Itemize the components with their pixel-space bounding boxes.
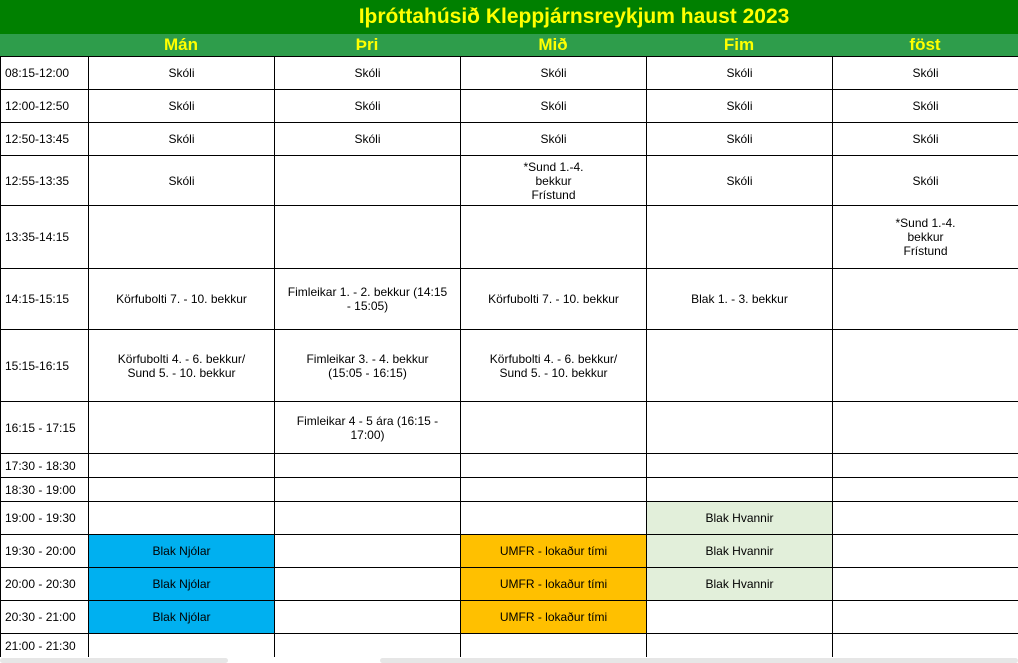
scrollbar-track-segment[interactable] xyxy=(380,658,1018,663)
time-slot-label: 12:00-12:50 xyxy=(1,90,89,123)
schedule-cell-fri xyxy=(833,454,1018,478)
schedule-cell-tue: Fimleikar 3. - 4. bekkur (15:05 - 16:15) xyxy=(275,330,461,402)
schedule-row xyxy=(1,535,1018,568)
schedule-row xyxy=(1,57,1018,90)
schedule-cell-wed: *Sund 1.-4. bekkur Frístund xyxy=(461,156,647,206)
schedule-table xyxy=(0,56,1018,659)
schedule-cell-thu: Blak 1. - 3. bekkur xyxy=(647,269,833,330)
schedule-cell-thu xyxy=(647,206,833,269)
schedule-cell-fri: Skóli xyxy=(833,156,1018,206)
time-slot-label: 13:35-14:15 xyxy=(1,206,89,269)
schedule-cell-mon: Blak Njólar xyxy=(89,568,275,601)
schedule-cell-thu xyxy=(647,478,833,502)
schedule-cell-thu: Skóli xyxy=(647,123,833,156)
schedule-row xyxy=(1,568,1018,601)
schedule-cell-mon: Skóli xyxy=(89,57,275,90)
time-slot-label: 19:00 - 19:30 xyxy=(1,502,89,535)
schedule-cell-mon xyxy=(89,634,275,659)
schedule-cell-mon: Körfubolti 4. - 6. bekkur/ Sund 5. - 10. bekkur xyxy=(89,330,275,402)
schedule-cell-tue xyxy=(275,601,461,634)
schedule-row xyxy=(1,206,1018,269)
schedule-cell-fri: Skóli xyxy=(833,90,1018,123)
day-header-fri: föst xyxy=(909,35,941,54)
schedule-cell-wed: UMFR - lokaður tími xyxy=(461,601,647,634)
schedule-row xyxy=(1,330,1018,402)
schedule-cell-thu: Skóli xyxy=(647,57,833,90)
schedule-cell-mon xyxy=(89,454,275,478)
time-slot-label: 17:30 - 18:30 xyxy=(1,454,89,478)
schedule-cell-tue xyxy=(275,478,461,502)
schedule-cell-tue: Skóli xyxy=(275,90,461,123)
time-slot-label: 21:00 - 21:30 xyxy=(1,634,89,659)
schedule-cell-wed: Körfubolti 7. - 10. bekkur xyxy=(461,269,647,330)
schedule-cell-mon: Blak Njólar xyxy=(89,601,275,634)
schedule-row xyxy=(1,478,1018,502)
schedule-cell-tue: Fimleikar 4 - 5 ára (16:15 - 17:00) xyxy=(275,402,461,454)
schedule-cell-thu xyxy=(647,634,833,659)
schedule-cell-wed: UMFR - lokaður tími xyxy=(461,535,647,568)
schedule-title: Iþróttahúsið Kleppjárnsreykjum haust 2023 xyxy=(0,0,1018,34)
schedule-cell-tue: Fimleikar 1. - 2. bekkur (14:15 - 15:05) xyxy=(275,269,461,330)
schedule-cell-tue xyxy=(275,568,461,601)
schedule-cell-mon xyxy=(89,206,275,269)
schedule-cell-mon: Blak Njólar xyxy=(89,535,275,568)
time-slot-label: 20:00 - 20:30 xyxy=(1,568,89,601)
header-corner xyxy=(0,34,88,56)
schedule-cell-fri xyxy=(833,601,1018,634)
schedule-cell-wed xyxy=(461,402,647,454)
day-header-tue: Þri xyxy=(355,35,379,54)
schedule-cell-wed: Skóli xyxy=(461,57,647,90)
schedule-cell-tue xyxy=(275,156,461,206)
schedule-cell-fri xyxy=(833,330,1018,402)
horizontal-scrollbar[interactable] xyxy=(0,657,1018,663)
schedule-cell-fri xyxy=(833,502,1018,535)
schedule-row xyxy=(1,123,1018,156)
time-slot-label: 15:15-16:15 xyxy=(1,330,89,402)
time-slot-label: 12:50-13:45 xyxy=(1,123,89,156)
time-slot-label: 20:30 - 21:00 xyxy=(1,601,89,634)
schedule-cell-mon xyxy=(89,502,275,535)
schedule-cell-tue xyxy=(275,634,461,659)
schedule-cell-fri xyxy=(833,478,1018,502)
schedule-cell-thu: Blak Hvannir xyxy=(647,502,833,535)
schedule-cell-tue: Skóli xyxy=(275,57,461,90)
schedule-cell-fri: Skóli xyxy=(833,57,1018,90)
schedule-row xyxy=(1,402,1018,454)
schedule-cell-tue: Skóli xyxy=(275,123,461,156)
schedule-cell-fri xyxy=(833,535,1018,568)
time-slot-label: 12:55-13:35 xyxy=(1,156,89,206)
schedule-cell-tue xyxy=(275,502,461,535)
schedule-cell-wed: Skóli xyxy=(461,123,647,156)
schedule-cell-fri xyxy=(833,269,1018,330)
schedule-cell-thu: Skóli xyxy=(647,90,833,123)
schedule-row xyxy=(1,454,1018,478)
schedule-cell-thu: Skóli xyxy=(647,156,833,206)
schedule-cell-mon: Skóli xyxy=(89,90,275,123)
time-slot-label: 14:15-15:15 xyxy=(1,269,89,330)
time-slot-label: 16:15 - 17:15 xyxy=(1,402,89,454)
day-header-row xyxy=(0,34,1018,56)
schedule-cell-wed xyxy=(461,206,647,269)
schedule-cell-wed xyxy=(461,454,647,478)
schedule-cell-thu: Blak Hvannir xyxy=(647,568,833,601)
schedule-cell-tue xyxy=(275,454,461,478)
day-header-mon: Mán xyxy=(164,35,198,54)
schedule-row xyxy=(1,502,1018,535)
schedule-cell-wed: Körfubolti 4. - 6. bekkur/ Sund 5. - 10. bekkur xyxy=(461,330,647,402)
schedule-cell-thu xyxy=(647,402,833,454)
schedule-cell-mon: Skóli xyxy=(89,123,275,156)
schedule-row xyxy=(1,634,1018,659)
time-slot-label: 19:30 - 20:00 xyxy=(1,535,89,568)
schedule-cell-tue xyxy=(275,535,461,568)
schedule-cell-fri: Skóli xyxy=(833,123,1018,156)
schedule-cell-thu xyxy=(647,601,833,634)
schedule-cell-wed xyxy=(461,634,647,659)
scrollbar-thumb[interactable] xyxy=(0,658,228,663)
schedule-cell-mon xyxy=(89,402,275,454)
time-slot-label: 08:15-12:00 xyxy=(1,57,89,90)
schedule-row xyxy=(1,269,1018,330)
schedule-cell-wed: UMFR - lokaður tími xyxy=(461,568,647,601)
schedule-cell-fri xyxy=(833,634,1018,659)
schedule-cell-fri: *Sund 1.-4. bekkur Frístund xyxy=(833,206,1018,269)
schedule-cell-thu xyxy=(647,330,833,402)
schedule-cell-wed: Skóli xyxy=(461,90,647,123)
schedule-cell-mon xyxy=(89,478,275,502)
schedule-cell-mon: Skóli xyxy=(89,156,275,206)
schedule-cell-fri xyxy=(833,568,1018,601)
schedule-row xyxy=(1,601,1018,634)
schedule-cell-thu xyxy=(647,454,833,478)
schedule-row xyxy=(1,156,1018,206)
day-header-thu: Fim xyxy=(723,35,755,54)
time-slot-label: 18:30 - 19:00 xyxy=(1,478,89,502)
schedule-cell-thu: Blak Hvannir xyxy=(647,535,833,568)
schedule-cell-tue xyxy=(275,206,461,269)
schedule-cell-wed xyxy=(461,478,647,502)
schedule-row xyxy=(1,90,1018,123)
schedule-cell-mon: Körfubolti 7. - 10. bekkur xyxy=(89,269,275,330)
schedule-cell-wed xyxy=(461,502,647,535)
day-header-wed: Mið xyxy=(538,35,568,54)
schedule-cell-fri xyxy=(833,402,1018,454)
